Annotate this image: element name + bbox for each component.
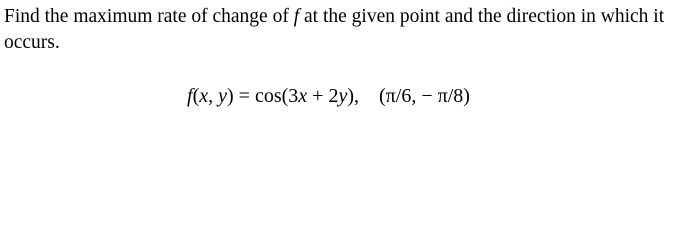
problem-function-name: f	[293, 6, 300, 27]
problem-text-before: Find the maximum rate of change of	[4, 6, 294, 27]
problem-statement	[4, 4, 694, 56]
formula-comma: ,	[208, 85, 219, 107]
formula-var-x-arg: x	[298, 85, 308, 107]
formula-close-paren: ),	[347, 85, 360, 107]
formula-open-paren: (	[192, 85, 200, 107]
given-point: (π/6, − π/8)	[379, 85, 470, 107]
formula-function-name: f	[187, 85, 193, 107]
function-formula	[187, 83, 470, 109]
formula-var-y-arg: y	[338, 85, 348, 107]
formula-equals-cos: ) = cos(3	[227, 85, 299, 107]
formula-var-x: x	[199, 85, 209, 107]
formula-gap	[359, 85, 379, 107]
problem-text-after: at the given point and the direction in which it occurs.	[4, 6, 665, 53]
formula-plus-2: + 2	[307, 85, 339, 107]
formula-var-y: y	[218, 85, 228, 107]
